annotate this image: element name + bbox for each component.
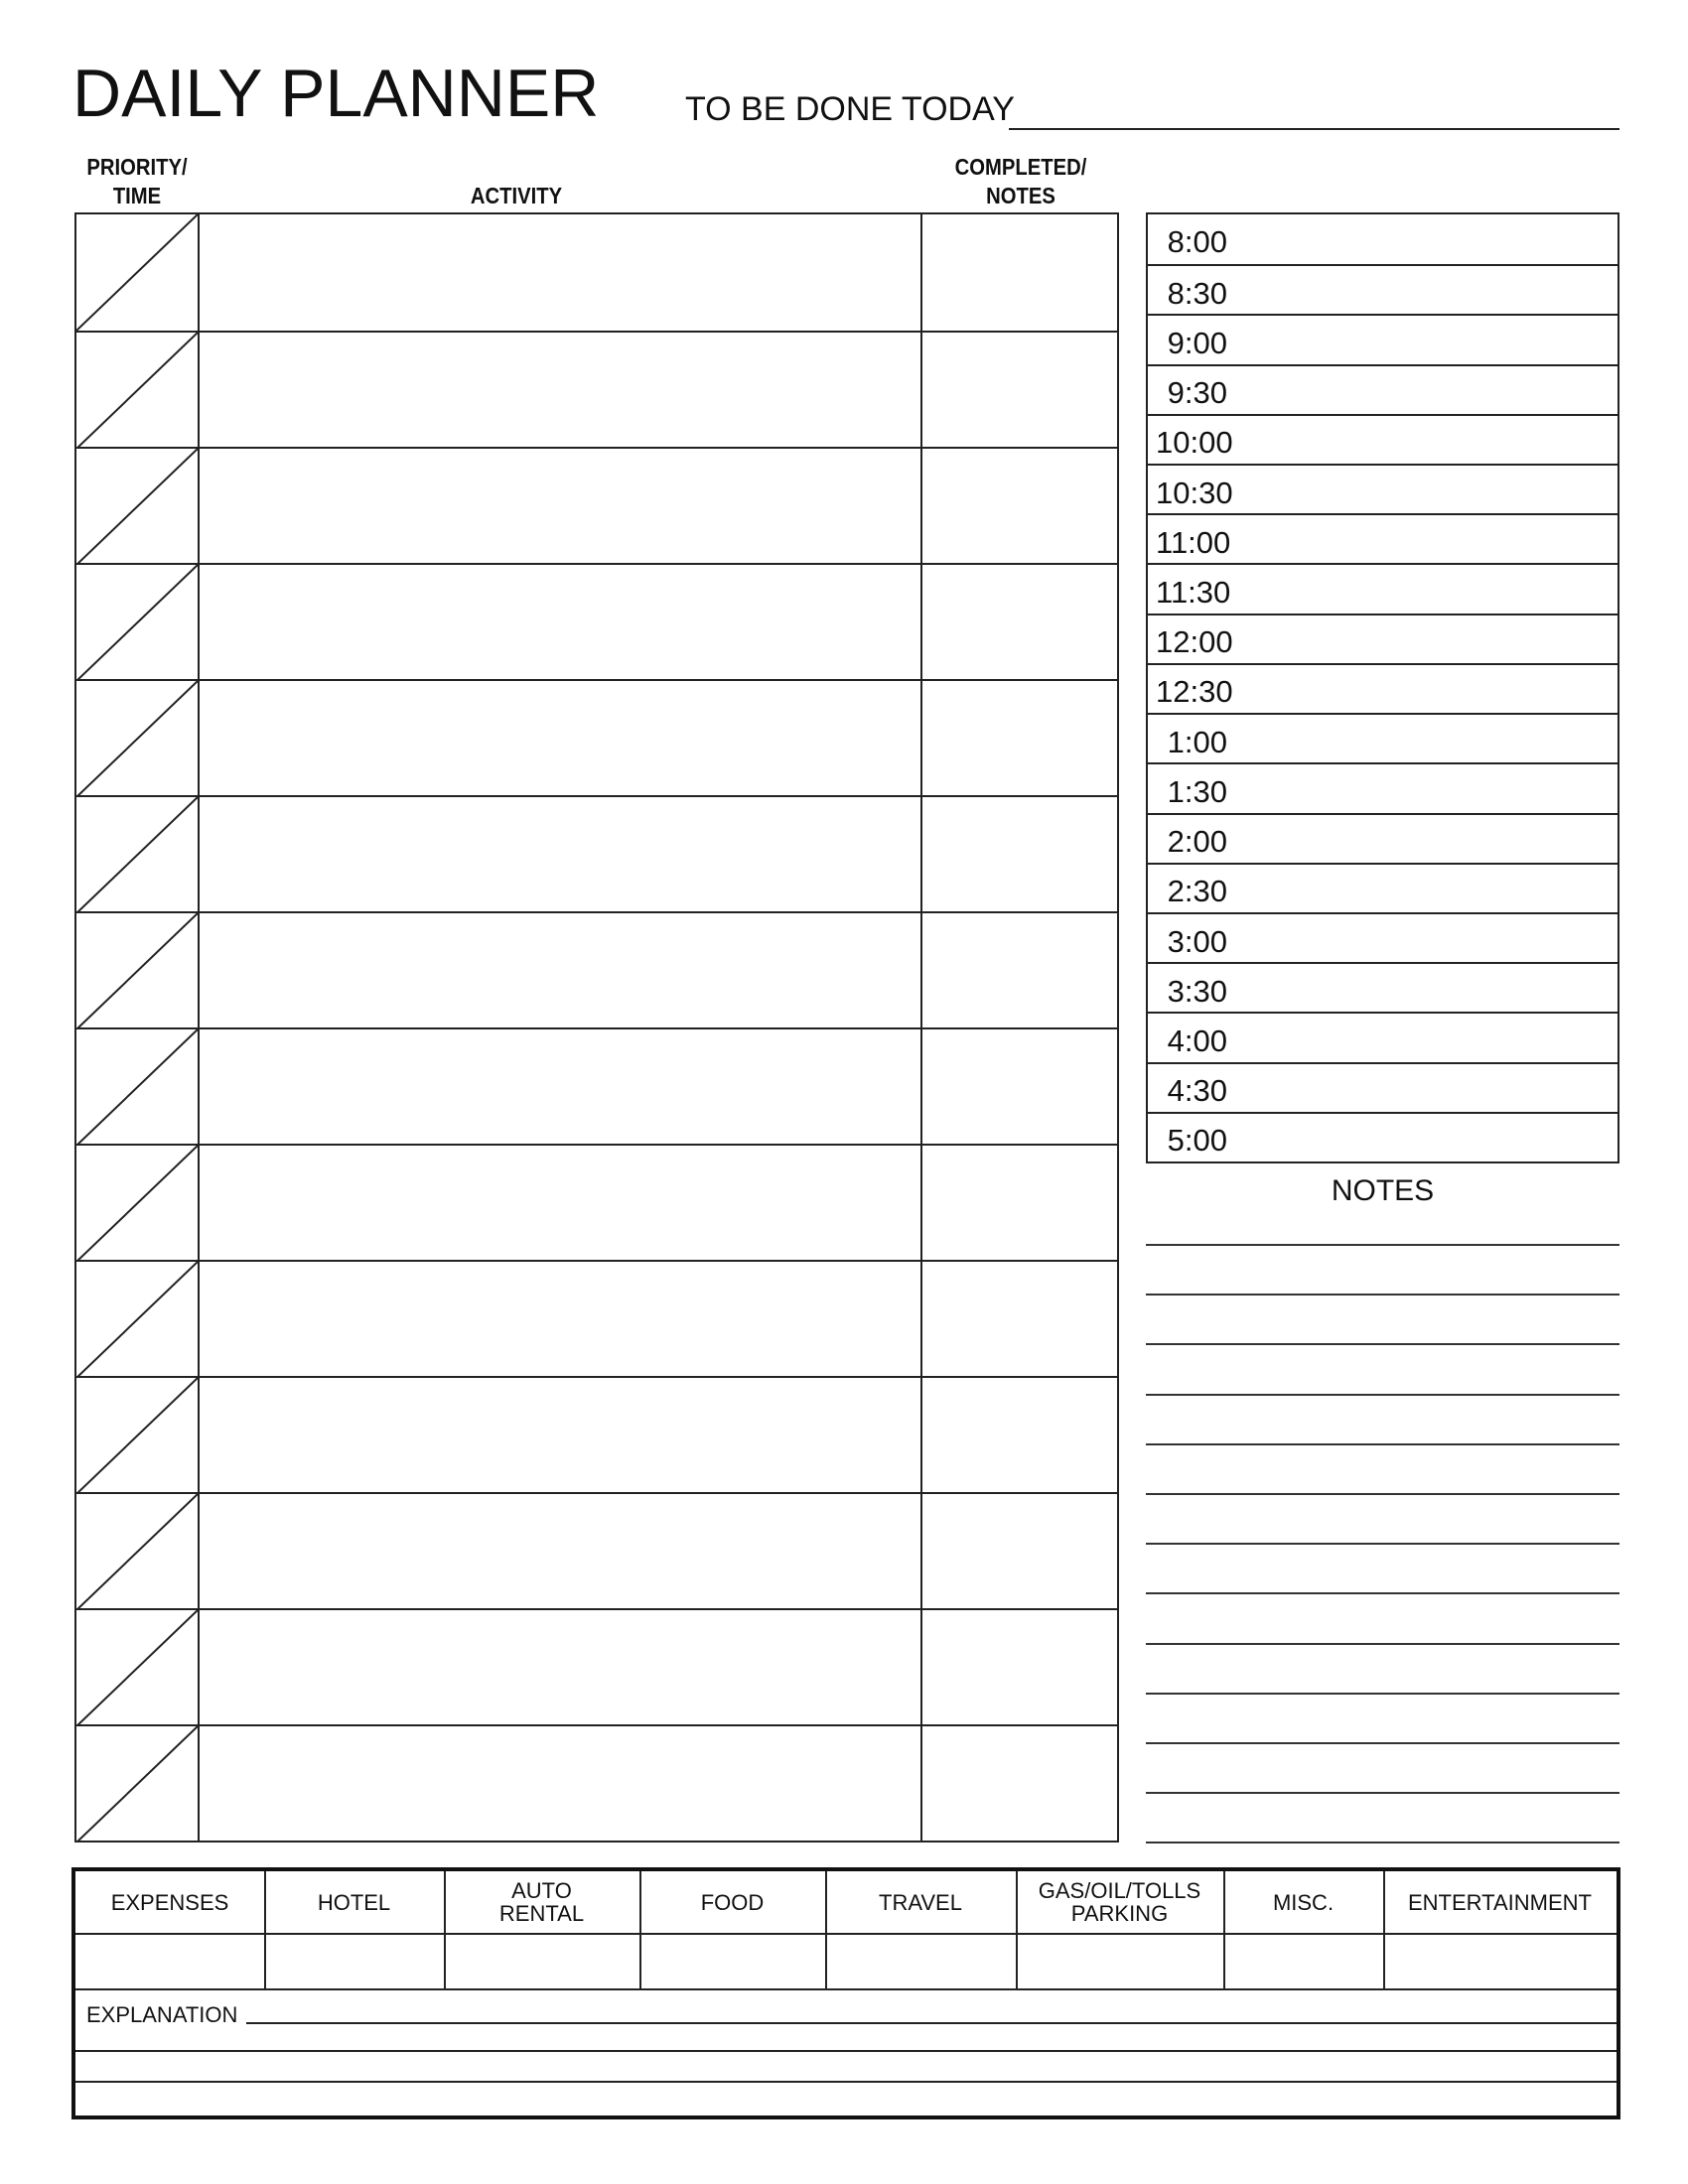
time-slot-label: 10:00	[1156, 425, 1233, 461]
time-slot-label: 5:00	[1167, 1123, 1227, 1159]
note-line[interactable]	[1146, 1244, 1619, 1246]
priority-time-diagonal-icon	[76, 1378, 198, 1494]
activity-header: ACTIVITY	[470, 183, 563, 208]
time-slot[interactable]	[1148, 264, 1618, 314]
activity-row[interactable]	[76, 1144, 1117, 1260]
expense-value-cell[interactable]	[639, 1933, 825, 1988]
time-slot-label: 8:30	[1167, 275, 1227, 311]
time-slot-label: 10:30	[1156, 475, 1233, 510]
note-line[interactable]	[1146, 1592, 1619, 1594]
time-slot-label: 3:00	[1167, 923, 1227, 959]
completed-header-line1: COMPLETED/	[954, 154, 1087, 180]
note-line[interactable]	[1146, 1842, 1619, 1843]
expense-column-divider	[444, 1871, 446, 1988]
expense-column-divider	[264, 1871, 266, 1988]
time-slot[interactable]	[1148, 414, 1618, 464]
time-slot[interactable]	[1148, 364, 1618, 414]
expense-row-divider	[75, 1988, 1617, 1990]
note-line[interactable]	[1146, 1693, 1619, 1695]
to-be-done-today-label: TO BE DONE TODAY	[685, 90, 1015, 128]
time-slot[interactable]	[1148, 513, 1618, 563]
activity-row[interactable]	[76, 1376, 1117, 1492]
time-slot[interactable]	[1148, 813, 1618, 863]
time-slot[interactable]	[1148, 214, 1618, 264]
explanation-label: EXPLANATION	[86, 2002, 238, 2027]
notes-title: NOTES	[1331, 1174, 1435, 1207]
priority-time-diagonal-icon	[76, 1494, 198, 1610]
priority-time-diagonal-icon	[76, 1262, 198, 1378]
priority-time-diagonal-icon	[76, 797, 198, 913]
time-slot-label: 9:00	[1167, 326, 1227, 360]
expense-column-divider	[1016, 1871, 1018, 1988]
expense-value-cell[interactable]	[1016, 1933, 1223, 1988]
activity-row[interactable]	[76, 563, 1117, 679]
priority-time-diagonal-icon	[76, 565, 198, 681]
note-line[interactable]	[1146, 1643, 1619, 1645]
expense-header-food: FOOD	[700, 1889, 765, 1915]
time-slot-label: 2:30	[1167, 874, 1227, 909]
time-slot[interactable]	[1148, 1112, 1618, 1161]
time-slot[interactable]	[1148, 962, 1618, 1012]
time-schedule-table	[1146, 212, 1619, 1163]
time-slot[interactable]	[1148, 614, 1618, 663]
note-line[interactable]	[1146, 1443, 1619, 1445]
time-slot-label: 9:30	[1167, 375, 1227, 411]
expenses-table	[71, 1867, 1620, 2119]
expense-header-auto-rental: AUTO RENTAL	[498, 1878, 585, 1926]
expense-row-divider	[75, 2050, 1617, 2052]
activity-row[interactable]	[76, 331, 1117, 447]
time-slot-label: 4:30	[1167, 1073, 1227, 1109]
expense-value-cell[interactable]	[444, 1933, 639, 1988]
time-slot-label: 11:00	[1156, 524, 1231, 560]
time-slot[interactable]	[1148, 563, 1618, 613]
note-line[interactable]	[1146, 1543, 1619, 1545]
priority-time-header	[68, 153, 208, 210]
completed-header-line2: NOTES	[986, 183, 1055, 208]
expense-value-cell[interactable]	[75, 1933, 264, 1988]
time-slot-label: 4:00	[1167, 1023, 1227, 1058]
priority-time-diagonal-icon	[76, 333, 198, 449]
time-slot-label: 11:30	[1156, 575, 1231, 611]
priority-time-diagonal-icon	[76, 1029, 198, 1146]
activity-row[interactable]	[76, 1260, 1117, 1376]
time-slot-label: 1:30	[1167, 773, 1227, 809]
note-line[interactable]	[1146, 1742, 1619, 1744]
priority-header-line1: PRIORITY/	[86, 154, 188, 180]
priority-time-diagonal-icon	[76, 214, 198, 331]
activity-row[interactable]	[76, 1724, 1117, 1841]
note-line[interactable]	[1146, 1294, 1619, 1296]
activity-row[interactable]	[76, 1608, 1117, 1724]
note-line[interactable]	[1146, 1493, 1619, 1495]
page-title: DAILY PLANNER	[72, 56, 600, 131]
time-slot[interactable]	[1148, 663, 1618, 713]
time-slot[interactable]	[1148, 713, 1618, 762]
time-slot-label: 2:00	[1167, 824, 1227, 860]
expense-header-hotel: HOTEL	[317, 1889, 391, 1915]
note-line[interactable]	[1146, 1792, 1619, 1794]
note-line[interactable]	[1146, 1343, 1619, 1345]
activity-row[interactable]	[76, 795, 1117, 911]
expense-column-divider	[825, 1871, 827, 1988]
time-slot-label: 1:00	[1167, 724, 1227, 759]
expense-header-entertainment: ENTERTAINMENT	[1408, 1889, 1592, 1915]
time-slot[interactable]	[1148, 863, 1618, 912]
priority-time-diagonal-icon	[76, 1726, 198, 1843]
priority-time-diagonal-icon	[76, 913, 198, 1029]
expense-column-divider	[1223, 1871, 1225, 1988]
explanation-line[interactable]	[75, 2081, 1617, 2083]
activity-row[interactable]	[76, 911, 1117, 1027]
time-slot[interactable]	[1148, 1062, 1618, 1112]
expense-header-travel: TRAVEL	[879, 1889, 962, 1915]
time-slot-label: 12:30	[1156, 674, 1233, 710]
activity-column-divider	[920, 214, 922, 1841]
time-slot-label: 3:30	[1167, 973, 1227, 1009]
expense-value-cell[interactable]	[825, 1933, 1016, 1988]
expense-header-expenses: EXPENSES	[110, 1889, 229, 1915]
expense-value-cell[interactable]	[1223, 1933, 1383, 1988]
priority-time-diagonal-icon	[76, 681, 198, 797]
expense-header-misc: MISC.	[1272, 1889, 1335, 1915]
time-slot[interactable]	[1148, 314, 1618, 363]
activity-column-divider	[198, 214, 200, 1841]
time-slot-label: 8:00	[1167, 223, 1227, 259]
to-be-done-today-field[interactable]	[1009, 128, 1619, 130]
activity-row[interactable]	[76, 1492, 1117, 1608]
time-slot-label: 12:00	[1156, 624, 1233, 660]
time-slot[interactable]	[1148, 762, 1618, 812]
activity-row[interactable]	[76, 447, 1117, 563]
activity-table	[74, 212, 1119, 1843]
expense-row-divider	[75, 1933, 1617, 1935]
priority-header-line2: TIME	[112, 183, 162, 208]
time-slot[interactable]	[1148, 912, 1618, 962]
note-line[interactable]	[1146, 1394, 1619, 1396]
explanation-field[interactable]	[246, 2022, 1617, 2024]
completed-notes-header	[942, 153, 1099, 210]
expense-header-gas-oil-tolls-parking: GAS/OIL/TOLLS PARKING	[1038, 1878, 1201, 1926]
expense-column-divider	[639, 1871, 641, 1988]
priority-time-diagonal-icon	[76, 449, 198, 565]
activity-row[interactable]	[76, 214, 1117, 331]
priority-time-diagonal-icon	[76, 1610, 198, 1726]
time-slot[interactable]	[1148, 1012, 1618, 1061]
priority-time-diagonal-icon	[76, 1146, 198, 1262]
time-slot[interactable]	[1148, 464, 1618, 513]
expense-column-divider	[1383, 1871, 1385, 1988]
expense-value-cell[interactable]	[264, 1933, 444, 1988]
expense-value-cell[interactable]	[1383, 1933, 1617, 1988]
activity-row[interactable]	[76, 679, 1117, 795]
activity-row[interactable]	[76, 1027, 1117, 1144]
